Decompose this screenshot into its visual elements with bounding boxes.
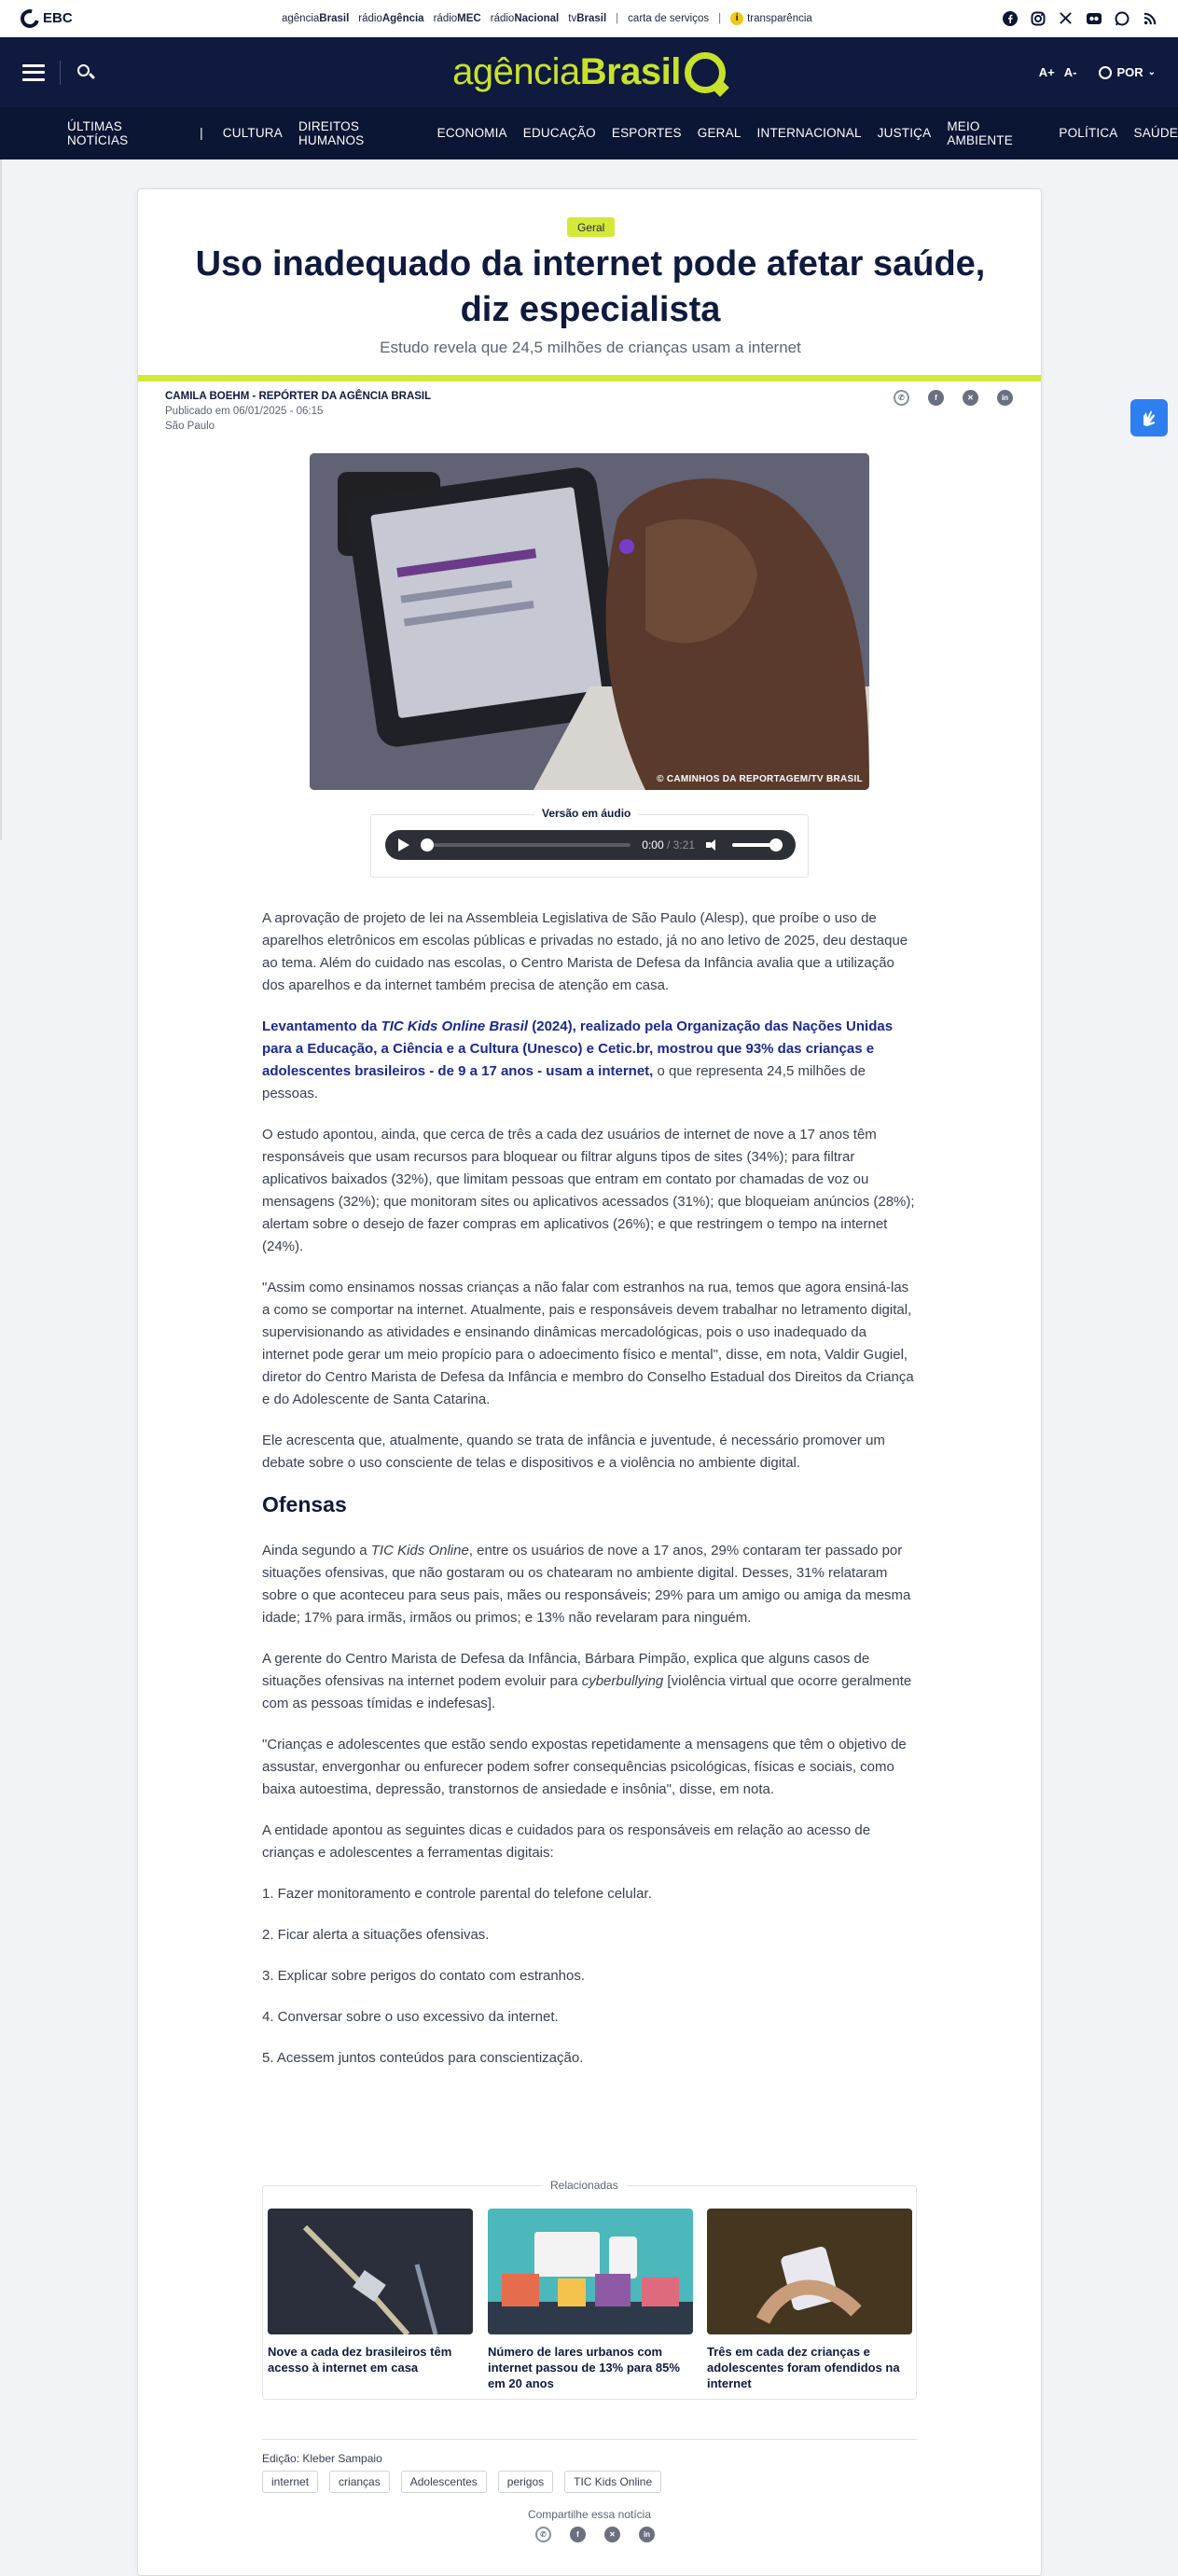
facebook-share-icon[interactable]: f xyxy=(570,2527,586,2542)
nav-item-economia[interactable]: ECONOMIA xyxy=(437,126,507,140)
language-selector[interactable]: POR ⌄ xyxy=(1099,65,1156,79)
facebook-icon[interactable] xyxy=(1002,10,1018,26)
author: CAMILA BOEHM - REPÓRTER DA AGÊNCIA BRASIL xyxy=(165,391,431,402)
tips-list xyxy=(262,1883,917,2070)
sign-language-accessibility-button[interactable] xyxy=(1130,399,1168,436)
page-edge xyxy=(0,159,2,840)
related-card[interactable] xyxy=(268,2209,473,2375)
nav-item-cultura[interactable]: CULTURA xyxy=(223,126,283,140)
editor-credit: Edição: Kleber Sampaio xyxy=(262,2452,382,2465)
list-item: 5. Acessem juntos conteúdos para conscientização. xyxy=(262,2047,917,2070)
nav-item-justica[interactable]: JUSTIÇA xyxy=(878,126,932,140)
publish-date: Publicado em 06/01/2025 - 06:15 xyxy=(165,406,431,417)
brand-logo xyxy=(0,37,1178,107)
volume-slider[interactable] xyxy=(732,843,783,847)
related-articles xyxy=(262,2185,917,2400)
nav-item-internacional[interactable]: INTERNACIONAL xyxy=(757,126,862,140)
x-share-icon[interactable]: ✕ xyxy=(604,2527,620,2542)
link-radio-mec[interactable]: rádioMEC xyxy=(434,13,481,24)
flickr-icon[interactable] xyxy=(1086,10,1102,26)
paragraph: A gerente do Centro Marista de Defesa da Infância, Bárbara Pimpão, explica que alguns casos de situações ofensivas na internet podem evoluir para cyberbullying [violência virtual que ocorre geralmente com as pessoas tímidas e indefesas]. xyxy=(262,1648,917,1715)
seek-handle[interactable] xyxy=(421,838,434,852)
audio-time: 0:00 / 3:21 xyxy=(642,838,695,852)
related-label: Relacionadas xyxy=(543,2179,626,2192)
article-photo xyxy=(310,453,869,790)
social-links xyxy=(1002,10,1157,26)
article-card xyxy=(137,188,1042,2576)
nav-item-geral[interactable]: GERAL xyxy=(698,126,741,140)
paragraph: Ele acrescenta que, atualmente, quando se trata de infância e juventude, é necessário promover um debate sobre o uso consciente de telas e dispositivos e a violência no ambiente digital. xyxy=(262,1430,917,1475)
tag-chip[interactable]: internet xyxy=(262,2471,318,2493)
paragraph: Ainda segundo a TIC Kids Online, entre os usuários de nove a 17 anos, 29% contaram ter passado por situações ofensivas, que não gostaram ou os chatearam no ambiente digital. Desses, 31% relataram sobre o que aconteceu para seus pais, mães ou responsáveis; 29% para um amigo ou amiga da mesma idade; 17% para irmãs, irmãos ou primos; e 13% não revelaram para ninguém. xyxy=(262,1540,917,1629)
header-divider xyxy=(60,61,61,85)
byline xyxy=(165,391,431,432)
list-item: 4. Conversar sobre o uso excessivo da internet. xyxy=(262,2006,917,2029)
link-carta-servicos[interactable]: carta de serviços xyxy=(628,13,709,24)
audio-player xyxy=(385,830,796,860)
article-subtitle: Estudo revela que 24,5 milhões de crianças usam a internet xyxy=(175,339,1005,357)
whatsapp-share-icon[interactable]: ✆ xyxy=(894,390,909,406)
font-decrease-button[interactable]: A- xyxy=(1064,65,1077,79)
related-thumbnail xyxy=(707,2209,912,2334)
paragraph: "Assim como ensinamos nossas crianças a não falar com estranhos na rua, temos que agora ensiná-las a como se comportar na internet. Atualmente, pais e responsáveis devem trabalhar no letramento digital, supervisionando as atividades e ensinando dinâmicas mercadológicas, pois o uso inadequado da internet pode gerar um meio propício para o adoecimento físico e mental", disse, em nota, Valdir Gugiel, diretor do Centro Marista de Defesa da Infância e membro do Conselho Estadual dos Direitos da Criança e do Adolescente de Santa Catarina. xyxy=(262,1277,917,1411)
hamburger-menu-icon[interactable] xyxy=(22,64,45,81)
paragraph: A entidade apontou as seguintes dicas e cuidados para os responsáveis em relação ao acesso de crianças e adolescentes a ferramentas digitais: xyxy=(262,1820,917,1864)
related-title: Número de lares urbanos com internet passou de 13% para 85% em 20 anos xyxy=(488,2344,693,2391)
globe-icon xyxy=(1099,66,1112,79)
related-card[interactable] xyxy=(707,2209,912,2391)
separator: | xyxy=(718,13,721,24)
section-heading: Ofensas xyxy=(262,1493,917,1516)
x-share-icon[interactable]: ✕ xyxy=(963,390,978,406)
hands-icon xyxy=(1138,407,1160,429)
search-icon[interactable] xyxy=(76,62,96,83)
seek-bar[interactable] xyxy=(421,843,631,847)
facebook-share-icon[interactable]: f xyxy=(928,390,944,406)
tag-chip[interactable]: TIC Kids Online xyxy=(564,2471,661,2493)
link-transparencia[interactable]: i transparência xyxy=(730,12,812,25)
article-title: Uso inadequado da internet pode afetar saúde, diz especialista xyxy=(175,242,1005,333)
related-title: Nove a cada dez brasileiros têm acesso à internet em casa xyxy=(268,2344,473,2375)
photo-credit: © CAMINHOS DA REPORTAGEM/TV BRASIL xyxy=(657,774,863,784)
paragraph: "Crianças e adolescentes que estão sendo expostas repetidamente a mensagens que têm o objetivo de assustar, envergonhar ou enfurecer podem sofrer consequências psicológicas, físicas e sociais, como baixa autoestima, depressão, transtornos de ansiedade e insônia", disse, em nota. xyxy=(262,1734,917,1801)
nav-item-ultimas-noticias[interactable]: ÚLTIMAS NOTÍCIAS xyxy=(67,119,180,147)
tag-chip[interactable]: crianças xyxy=(329,2471,390,2493)
share-buttons-top xyxy=(894,390,1013,406)
list-item: 1. Fazer monitoramento e controle parental do telefone celular. xyxy=(262,1883,917,1905)
tic-kids-link[interactable]: Levantamento da TIC Kids Online Brasil (2024), realizado pela Organização das Nações Unidas para a Educação, a Ciência e a Cultura (Unesco) e Cetic.br, mostrou que 93% das crianças e adolescentes brasileiros - de 9 a 17 anos - usam a internet, xyxy=(262,1018,893,1079)
rss-icon[interactable] xyxy=(1142,10,1157,26)
info-icon: i xyxy=(730,12,743,25)
nav-item-meio-ambiente[interactable]: MEIO AMBIENTE xyxy=(947,119,1043,147)
nav-item-educacao[interactable]: EDUCAÇÃO xyxy=(523,126,596,140)
link-tv-brasil[interactable]: tvBrasil xyxy=(568,13,606,24)
linkedin-share-icon[interactable]: in xyxy=(997,390,1013,406)
nav-separator: | xyxy=(200,126,203,140)
list-item: 2. Ficar alerta a situações ofensivas. xyxy=(262,1924,917,1946)
related-title: Três em cada dez crianças e adolescentes foram ofendidos na internet xyxy=(707,2344,912,2391)
list-item: 3. Explicar sobre perigos do contato com estranhos. xyxy=(262,1965,917,1987)
separator: | xyxy=(616,13,618,24)
nav-item-esportes[interactable]: ESPORTES xyxy=(612,126,682,140)
tag-chip[interactable]: Adolescentes xyxy=(401,2471,487,2493)
volume-icon[interactable] xyxy=(706,838,721,852)
whatsapp-icon[interactable] xyxy=(1114,10,1129,26)
related-thumbnail xyxy=(268,2209,473,2334)
photo-illustration xyxy=(310,453,869,790)
link-radioagencia[interactable]: rádioAgência xyxy=(358,13,423,24)
link-radio-nacional[interactable]: rádioNacional xyxy=(491,13,560,24)
tag-chip[interactable]: perigos xyxy=(498,2471,553,2493)
article-body xyxy=(262,907,917,2088)
ebc-top-bar xyxy=(0,0,1178,37)
ebc-logo-icon xyxy=(17,6,42,31)
chevron-down-icon: ⌄ xyxy=(1148,67,1156,77)
main-header xyxy=(0,37,1178,107)
font-increase-button[interactable]: A+ xyxy=(1039,65,1055,79)
volume-handle[interactable] xyxy=(769,838,783,852)
nav-item-politica[interactable]: POLÍTICA xyxy=(1059,126,1117,140)
header-tools xyxy=(1039,65,1156,79)
nav-item-direitos-humanos[interactable]: DIREITOS HUMANOS xyxy=(298,119,422,147)
linkedin-share-icon[interactable]: in xyxy=(639,2527,655,2542)
audio-version-box xyxy=(370,814,809,878)
tag-list xyxy=(262,2471,661,2493)
ebc-network-links xyxy=(263,12,1002,25)
section-nav xyxy=(0,107,1178,159)
paragraph: O estudo apontou, ainda, que cerca de três a cada dez usuários de internet de nove a 17 anos têm responsáveis que usam recursos para bloquear ou filtrar alguns tipos de sites (34%); para filtrar aplicativos baixados (32%), que limitam pessoas que entram em contato por chamadas de voz ou mensagens (32%); que monitoram sites ou aplicativos acessados (31%); que bloqueiam anúncios (28%); alertam sobre o desejo de fazer compras em aplicativos (26%); e que restringem o tempo na internet (24%). xyxy=(262,1124,917,1258)
paragraph: A aprovação de projeto de lei na Assembleia Legislativa de São Paulo (Alesp), que proíbe o uso de aparelhos eletrônicos em escolas públicas e privadas no estado, já no ano letivo de 2025, deu destaque ao tema. Além do cuidado nas escolas, o Centro Marista de Defesa da Infância avalia que a utilização dos aparelhos e da internet também precisa de atenção em casa. xyxy=(262,907,917,997)
ebc-logo-text: EBC xyxy=(43,10,73,26)
audio-version-label: Versão em áudio xyxy=(534,807,638,820)
play-icon[interactable] xyxy=(398,838,409,852)
instagram-icon[interactable] xyxy=(1030,10,1046,26)
related-card[interactable] xyxy=(488,2209,693,2391)
share-buttons-bottom xyxy=(535,2527,655,2542)
share-label: Compartilhe essa notícia xyxy=(138,2508,1041,2521)
related-thumbnail xyxy=(488,2209,693,2334)
dateline-place: São Paulo xyxy=(165,421,431,432)
brand-speech-bubble-icon xyxy=(685,52,726,93)
nav-item-saude[interactable]: SAÚDE xyxy=(1134,126,1178,140)
category-badge[interactable]: Geral xyxy=(567,217,615,237)
footer-divider xyxy=(262,2439,917,2440)
ebc-logo[interactable] xyxy=(21,9,263,28)
whatsapp-share-icon[interactable]: ✆ xyxy=(535,2527,551,2542)
paragraph: Levantamento da TIC Kids Online Brasil (2024), realizado pela Organização das Nações Unidas para a Educação, a Ciência e a Cultura (Unesco) e Cetic.br, mostrou que 93% das crianças e adolescentes brasileiros - de 9 a 17 anos - usam a internet, o que representa 24,5 milhões de pessoas. xyxy=(262,1016,917,1105)
title-divider xyxy=(138,375,1041,381)
link-agencia-brasil[interactable]: agênciaBrasil xyxy=(282,13,349,24)
brand-wordmark[interactable]: agênciaBrasil xyxy=(452,51,681,93)
x-icon[interactable] xyxy=(1058,10,1074,26)
